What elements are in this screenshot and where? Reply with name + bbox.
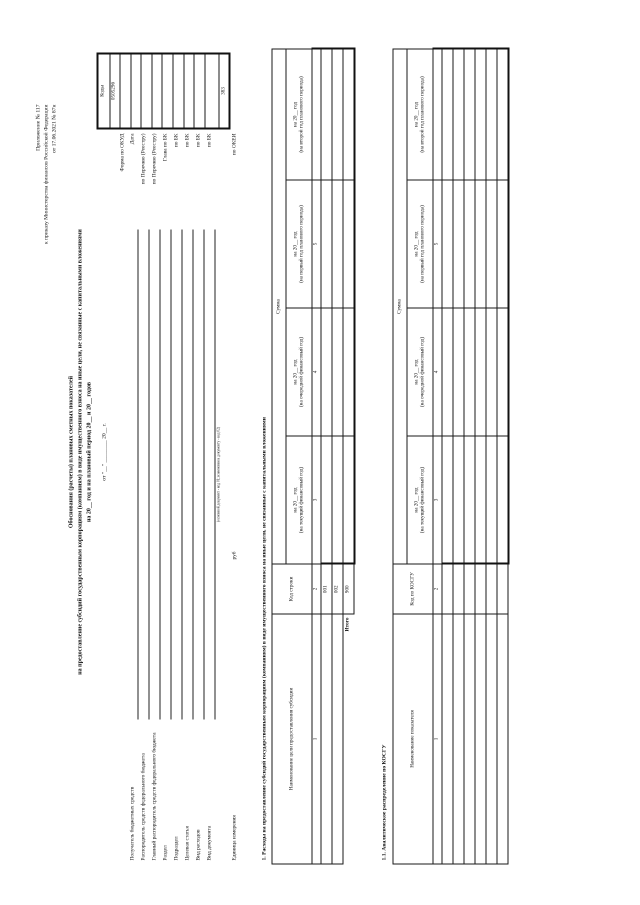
s1-row1-code: 001 (321, 564, 332, 614)
s1-head-name: Наименование цели предоставления субсидии (272, 614, 312, 864)
s11-row6-v4 (497, 49, 508, 180)
s11-row6-v3 (497, 180, 508, 308)
code-label-bk-1: по БК (173, 133, 180, 148)
s1-row2-v4 (332, 49, 343, 180)
field-recipient-label: Получатель бюджетных средств (129, 786, 136, 861)
s1-colnum-1: 1 (312, 614, 321, 864)
s11-row1-v2 (442, 308, 453, 436)
document-page (1, 0, 640, 905)
s11-row3-v3 (464, 180, 475, 308)
s11-row2-code (453, 564, 464, 614)
code-label-registry-1: по Перечню (Реестру) (140, 133, 147, 185)
s11-row3-v1 (464, 436, 475, 564)
s11-row3-name (464, 614, 475, 864)
code-date (120, 54, 131, 129)
s1-total-v1 (343, 436, 354, 564)
code-registry-2 (141, 54, 152, 129)
code-label-date: Дата (129, 133, 136, 145)
s11-row1-v3 (442, 180, 453, 308)
s11-row6-v2 (497, 308, 508, 436)
field-doc-type-line (215, 230, 216, 720)
s11-colnum-1: 1 (433, 614, 442, 864)
doc-title: Обоснования (расчеты) плановых сметных показателей (68, 375, 75, 529)
unit-value: руб (231, 551, 238, 560)
field-target-item-label: Целевая статья (184, 826, 191, 861)
unit-label: Единица измерения (231, 815, 238, 861)
s11-row5-v1 (486, 436, 497, 564)
code-registry-1 (131, 54, 142, 129)
field-expense-type-line (204, 230, 205, 720)
code-extra (205, 54, 219, 129)
s1-row2-name (332, 614, 343, 864)
field-subsection-line (182, 230, 183, 720)
field-section-label: Раздел (162, 845, 169, 861)
s1-row2-v3 (332, 180, 343, 308)
s1-total-v3 (343, 180, 354, 308)
s1-head-code: Код строки (272, 564, 312, 614)
annex-line-1: Приложение № 117 (35, 104, 42, 151)
s1-head-year-4: на 20__ год (на второй год планового периода) (286, 49, 312, 180)
s11-head-year-2: на 20__ год (на очередной финансовый год) (407, 308, 433, 436)
s11-head-name: Наименование показателя (393, 614, 433, 864)
doc-title-period: на 20__ год и на плановый период 20__ и 20__ годов (86, 381, 93, 523)
section11-table (393, 48, 510, 865)
field-doc-type-label: Вид документа (206, 825, 213, 861)
s1-total-v2 (343, 308, 354, 436)
s11-row6-name (497, 614, 508, 864)
s11-row4-v4 (475, 49, 486, 180)
s1-total-code: 900 (343, 564, 354, 614)
field-target-item-line (193, 230, 194, 720)
code-label-okud: Форма по ОКУД (119, 133, 126, 172)
code-bk-1 (162, 54, 173, 129)
s1-row1-v2 (321, 308, 332, 436)
s11-row2-v2 (453, 308, 464, 436)
code-label-chapter-bk: Глава по БК (162, 133, 169, 162)
s11-row5-v3 (486, 180, 497, 308)
s11-head-year-4: на 20__ год (на второй год планового периода) (407, 49, 433, 180)
code-bk-2 (173, 54, 184, 129)
annex-line-2: к приказу Министерства финансов Российской Федерации (43, 104, 50, 245)
s1-row1-name (321, 614, 332, 864)
code-label-bk-3: по БК (195, 133, 202, 148)
s11-row2-v3 (453, 180, 464, 308)
s11-head-year-3: на 20__ год (на первый год планового периода) (407, 180, 433, 308)
field-expense-type-label: Вид расходов (195, 829, 202, 861)
s11-row5-code (486, 564, 497, 614)
s1-colnum-6 (312, 49, 321, 180)
field-distributor-label: Распорядитель средств федерального бюджета (140, 753, 147, 861)
code-label-registry-2: по Перечню (Реестру) (151, 133, 158, 185)
code-label-okei: по ОКЕИ (231, 133, 238, 156)
s11-colnum-5: 5 (433, 180, 442, 308)
s11-colnum-2: 2 (433, 564, 442, 614)
s11-row6-v1 (497, 436, 508, 564)
s11-row6-code (497, 564, 508, 614)
s1-total-label: Итого (344, 617, 351, 632)
s1-colnum-3: 3 (312, 436, 321, 564)
section1-title: 1. Расходы на предоставление субсидий государственным корпорациям (компаниям) в виде имущественного взноса на иные цели, не связанные с капитальными вложениями (261, 417, 268, 861)
s1-row2-code: 002 (332, 564, 343, 614)
s11-head-code: Код по КОСГУ (393, 564, 433, 614)
s11-row4-code (475, 564, 486, 614)
code-bk-4 (194, 54, 205, 129)
s11-row5-v2 (486, 308, 497, 436)
s1-head-year-3: на 20__ год (на первый год планового периода) (286, 180, 312, 308)
section11-title: 1.1. Аналитическое распределение по КОСГУ (381, 744, 388, 861)
s11-row5-v4 (486, 49, 497, 180)
s1-row2-v1 (332, 436, 343, 564)
s1-row1-v1 (321, 436, 332, 564)
s11-row3-v4 (464, 49, 475, 180)
s11-head-sum: Сумма (393, 49, 407, 564)
annex-line-3: от 17.06.2021 № 87н (51, 104, 58, 153)
code-okei: 383 (219, 54, 230, 129)
doc-title-subject: на предоставление субсидий государственным корпорациям (компаниям) в виде имущественного взноса на иные цели, не связанные с капитальными вложениями (77, 229, 84, 675)
field-main-distributor-line (160, 230, 161, 720)
s11-row2-v4 (453, 49, 464, 180)
s1-row1-v4 (321, 49, 332, 180)
s11-colnum-3: 3 (433, 436, 442, 564)
s11-row2-name (453, 614, 464, 864)
s11-row2-v1 (453, 436, 464, 564)
s11-row1-name (442, 614, 453, 864)
doc-type-hint: (основной документ - код 01; изменения к документу - код 02) (216, 426, 221, 523)
s11-head-year-1: на 20__ год (на текущий финансовый год) (407, 436, 433, 564)
s11-row1-v1 (442, 436, 453, 564)
s11-colnum-4: 4 (433, 308, 442, 436)
code-bk-3 (184, 54, 195, 129)
code-chapter-bk (152, 54, 163, 129)
field-subsection-label: Подраздел (173, 836, 180, 861)
field-distributor-line (149, 230, 150, 720)
code-label-bk-2: по БК (184, 133, 191, 148)
s1-colnum-5: 5 (312, 180, 321, 308)
s1-row1-v3 (321, 180, 332, 308)
s1-head-sum: Сумма (272, 49, 286, 564)
s11-colnum-6 (433, 49, 442, 180)
field-section-line (171, 230, 172, 720)
s11-row4-v1 (475, 436, 486, 564)
s11-row4-name (475, 614, 486, 864)
s1-head-year-2: на 20__ год (на очередной финансовый год) (286, 308, 312, 436)
s1-colnum-4: 4 (312, 308, 321, 436)
s11-row3-code (464, 564, 475, 614)
field-main-distributor-label: Главный распорядитель средств федерального бюджета (151, 732, 158, 861)
s1-colnum-2: 2 (312, 564, 321, 614)
section1-table (272, 48, 356, 865)
codes-box (97, 53, 231, 130)
s11-row1-code (442, 564, 453, 614)
field-recipient-line (138, 230, 139, 720)
codes-header: Коды (98, 54, 110, 129)
s11-row4-v3 (475, 180, 486, 308)
code-label-bk-4: по БК (206, 133, 213, 148)
s1-row2-v2 (332, 308, 343, 436)
code-okud: 0505296 (110, 54, 121, 129)
s11-row1-v4 (442, 49, 453, 180)
s11-row4-v2 (475, 308, 486, 436)
doc-date: от "__" ________ 20__ г. (101, 423, 108, 481)
s11-row3-v2 (464, 308, 475, 436)
s1-head-year-1: на 20__ год (на текущий финансовый год) (286, 436, 312, 564)
s1-total-v4 (343, 49, 354, 180)
s11-row5-name (486, 614, 497, 864)
